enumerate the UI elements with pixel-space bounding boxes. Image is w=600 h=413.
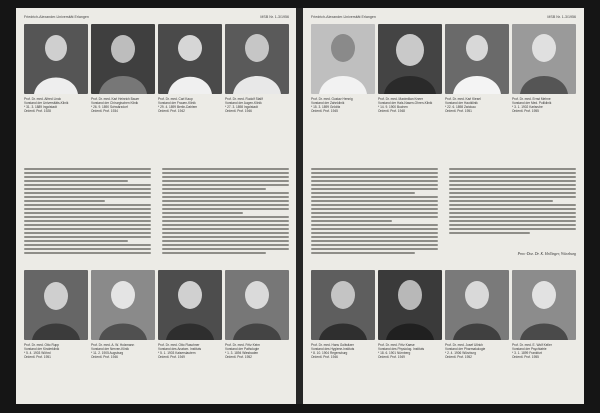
portrait-caption: Prof. Dr. med. Gustav Hennig Vorstand der Zahnklinik * 15. 3. 1899 Gröditz Ordentl. Prof. 1945 bbox=[311, 97, 353, 113]
left-page-header bbox=[24, 13, 289, 21]
text-column bbox=[449, 168, 576, 254]
portrait-caption: Prof. Dr. med. Karl Kiesel Vorstand der Hautklinik * 22. 6. 1898 Zwickau Ordentl. Prof. 1951 bbox=[445, 97, 481, 113]
left-body-text bbox=[24, 168, 289, 258]
portrait-photo-icon bbox=[311, 24, 375, 94]
right-body-text bbox=[311, 168, 576, 258]
portrait-card bbox=[91, 270, 155, 359]
portrait-card bbox=[311, 24, 375, 113]
portrait-caption: Prof. Dr. med. Josef Ullrich Vorstand der Pharmakologie * 2. 4. 1906 Würzburg Ordentl. Prof. 1952 bbox=[445, 343, 486, 359]
text-column bbox=[311, 168, 438, 254]
portrait-photo-icon bbox=[225, 270, 289, 340]
text-column bbox=[24, 168, 151, 254]
portrait-caption: Prof. Dr. med. Karl Heinrich Bauer Vorstand der Chirurgischen Klinik * 26. 9. 1890 Schwärzdorf Ordentl. Prof. 1934 bbox=[91, 97, 140, 113]
portrait-photo-icon bbox=[158, 24, 222, 94]
portrait-card bbox=[445, 24, 509, 113]
portrait-photo-icon bbox=[158, 270, 222, 340]
portrait-caption: Prof. Dr. med. Fritz Keim Vorstand der Pathologie * 1. 3. 1894 Wiesbaden Ordentl. Prof. 1952 bbox=[225, 343, 260, 359]
portrait-caption: Prof. Dr. med. Ernst Mehne Vorstand der Med. Poliklinik * 3. 1. 1902 Karlsruhe Ordentl. Prof. 1955 bbox=[512, 97, 552, 113]
portrait-caption: Prof. Dr. med. E. Wolf Keller Vorstand der Psychiatrie * 3. 1. 1899 Frankfurt Ordentl. Prof. 1955 bbox=[512, 343, 552, 359]
right-page-header bbox=[311, 13, 576, 21]
portrait-photo-icon bbox=[445, 270, 509, 340]
left-top-portrait-row bbox=[24, 24, 289, 113]
left-bottom-portrait-row bbox=[24, 270, 289, 359]
portrait-photo-icon bbox=[512, 270, 576, 340]
portrait-card bbox=[512, 24, 576, 113]
right-bottom-portrait-row bbox=[311, 270, 576, 359]
left-header-title: Friedrich-Alexander-Universität Erlangen bbox=[24, 15, 89, 19]
portrait-card bbox=[311, 270, 375, 359]
portrait-card bbox=[24, 24, 88, 113]
portrait-caption: Prof. Dr. med. Otto Flaschner Vorstand des Anatom. Instituts * 5. 1. 1903 Kaiserslautern Ordentl. Prof. 1949 bbox=[158, 343, 202, 359]
portrait-card bbox=[445, 270, 509, 359]
portrait-photo-icon bbox=[24, 24, 88, 94]
portrait-photo-icon bbox=[378, 24, 442, 94]
portrait-photo-icon bbox=[512, 24, 576, 94]
right-top-portrait-row bbox=[311, 24, 576, 113]
right-page bbox=[303, 8, 584, 404]
portrait-caption: Prof. Dr. med. Hans Gollwitzer Vorstand des Hygiene-Instituts * 8. 10. 1904 Regensburg Ordentl. Prof. 1946 bbox=[311, 343, 355, 359]
left-page bbox=[16, 8, 297, 404]
text-column bbox=[162, 168, 289, 254]
portrait-caption: Prof. Dr. med. Carl Kaup Vorstand der Frauen-Klinik * 29. 4. 1899 Berlin-Dahlem Ordentl. Prof. 1942 bbox=[158, 97, 198, 113]
portrait-caption: Prof. Dr. med. Maximilian Kneer Vorstand der Hals-Nasen-Ohren-Klinik * 14. 9. 1900 Buchen Ordentl. Prof. 1948 bbox=[378, 97, 433, 113]
portrait-photo-icon bbox=[311, 270, 375, 340]
portrait-card bbox=[225, 270, 289, 359]
portrait-card bbox=[91, 24, 155, 113]
portrait-card bbox=[158, 270, 222, 359]
portrait-photo-icon bbox=[445, 24, 509, 94]
right-header-issue: MSB Nr. 1-3/1956 bbox=[547, 15, 576, 19]
portrait-card bbox=[378, 24, 442, 113]
portrait-photo-icon bbox=[378, 270, 442, 340]
portrait-caption: Prof. Dr. med. Otto Rupp Vorstand der Kinderklinik * 5. 4. 1903 Wöhrd Ordentl. Prof. 1951 bbox=[24, 343, 60, 359]
portrait-caption: Prof. Dr. med. Rudolf Stallf Vorstand der Augen-Klinik * 27. 3. 1898 Ingolstadt Ordentl. Prof. 1946 bbox=[225, 97, 263, 113]
portrait-caption: Prof. Dr. med. Fritz Kaese Vorstand des Physiolog. Instituts * 18. 6. 1901 Nürnberg Ordentl. Prof. 1949 bbox=[378, 343, 425, 359]
portrait-photo-icon bbox=[91, 270, 155, 340]
portrait-card bbox=[378, 270, 442, 359]
portrait-caption: Prof. Dr. med. A. W. Holzmann Vorstand der Nerven-Klinik * 11. 2. 1905 Augsburg Ordentl. Prof. 1946 bbox=[91, 343, 135, 359]
left-header-issue: MSB Nr. 1-3/1956 bbox=[260, 15, 289, 19]
portrait-photo-icon bbox=[24, 270, 88, 340]
portrait-card bbox=[158, 24, 222, 113]
right-header-title: Friedrich-Alexander-Universität Erlangen bbox=[311, 15, 376, 19]
portrait-photo-icon bbox=[225, 24, 289, 94]
portrait-card bbox=[24, 270, 88, 359]
portrait-caption: Prof. Dr. med. Alfred Linck Vorstand der Universitäts-Klinik * 31. 3. 1889 Ingolstadt Ordentl. Prof. 1928 bbox=[24, 97, 69, 113]
portrait-photo-icon bbox=[91, 24, 155, 94]
author-signature: Prov.-Doz. Dr. K. Hellinger, Würzburg bbox=[517, 252, 576, 256]
portrait-card bbox=[512, 270, 576, 359]
portrait-card bbox=[225, 24, 289, 113]
